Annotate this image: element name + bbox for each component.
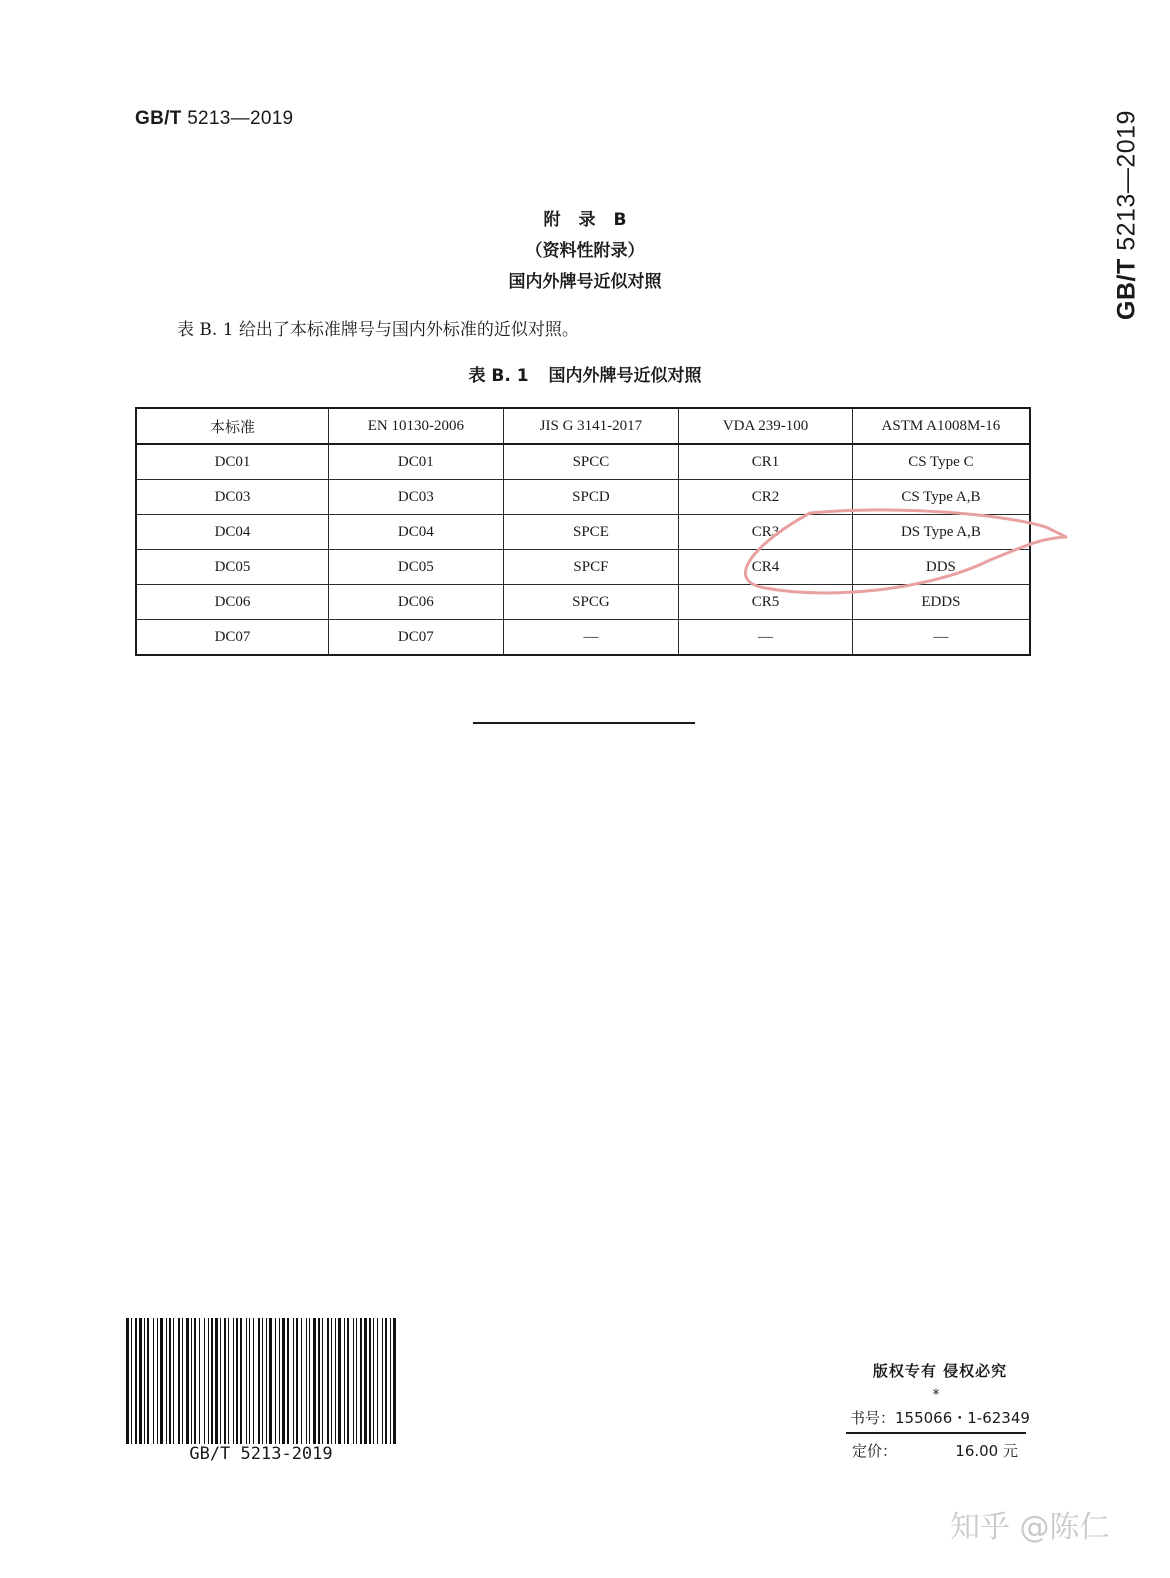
barcode-bar <box>373 1318 374 1444</box>
barcode-bar <box>147 1318 149 1444</box>
barcode-bar <box>208 1318 209 1444</box>
table-cell: CR3 <box>679 515 853 550</box>
grade-comparison-table <box>135 407 1031 656</box>
table-caption-title: 国内外牌号近似对照 <box>548 366 702 386</box>
table-row <box>136 515 1030 550</box>
table-cell: DC06 <box>136 585 329 620</box>
table-cell: SPCD <box>503 480 679 515</box>
table-cell: DC01 <box>329 444 504 480</box>
barcode-icon <box>124 1318 398 1446</box>
barcode-bar <box>360 1318 362 1444</box>
barcode-bar <box>169 1318 171 1444</box>
table-cell: SPCF <box>503 550 679 585</box>
table-cell: DC07 <box>136 620 329 656</box>
barcode-bar <box>191 1318 192 1444</box>
barcode-bar <box>139 1318 142 1444</box>
table-cell: CR2 <box>679 480 853 515</box>
barcode-bar <box>322 1318 323 1444</box>
intro-paragraph: 表 B. 1 给出了本标准牌号与国内外标准的近似对照。 <box>177 320 579 340</box>
barcode-bar <box>228 1318 229 1444</box>
barcode-bar <box>364 1318 367 1444</box>
barcode-bar <box>275 1318 276 1444</box>
barcode-bar <box>131 1318 132 1444</box>
barcode-bar <box>313 1318 316 1444</box>
barcode-bar <box>369 1318 371 1444</box>
table-cell: — <box>679 620 853 656</box>
table-cell: SPCE <box>503 515 679 550</box>
table-cell: — <box>503 620 679 656</box>
barcode-bar <box>215 1318 218 1444</box>
side-code-prefix: GB/T <box>1112 258 1141 320</box>
table-cell: DDS <box>852 550 1030 585</box>
barcode-bar <box>173 1318 174 1444</box>
barcode-bar <box>224 1318 226 1444</box>
table-cell: CR5 <box>679 585 853 620</box>
table-cell: SPCC <box>503 444 679 480</box>
barcode-bar <box>249 1318 250 1444</box>
barcode-bar <box>377 1318 378 1444</box>
barcode-text: GB/T 5213-2019 <box>189 1444 333 1464</box>
annex-heading: 国内外牌号近似对照 <box>508 272 662 292</box>
header-cell: JIS G 3141-2017 <box>503 408 679 444</box>
barcode-bar <box>135 1318 137 1444</box>
table-row <box>136 550 1030 585</box>
barcode-bar <box>220 1318 221 1444</box>
table-cell: DC07 <box>329 620 504 656</box>
barcode-bar <box>153 1318 154 1444</box>
barcode-bar <box>236 1318 238 1444</box>
barcode-bar <box>356 1318 357 1444</box>
barcode-bar <box>269 1318 272 1444</box>
barcode-bar <box>194 1318 196 1444</box>
table-cell: CR4 <box>679 550 853 585</box>
table-caption-label: 表 B. 1 <box>468 366 529 386</box>
price-label: 定价： <box>852 1442 898 1460</box>
standard-code-header <box>135 108 293 130</box>
barcode-bar <box>385 1318 387 1444</box>
barcode-bar <box>353 1318 354 1444</box>
barcode-bar <box>211 1318 213 1444</box>
star-mark: * <box>932 1387 940 1403</box>
barcode-bar <box>144 1318 145 1444</box>
barcode-bar <box>301 1318 302 1444</box>
table-cell: CR1 <box>679 444 853 480</box>
barcode-bar <box>344 1318 345 1444</box>
header-cell: 本标准 <box>136 408 329 444</box>
table-row <box>136 444 1030 480</box>
table-cell: DS Type A,B <box>852 515 1030 550</box>
table-cell: SPCG <box>503 585 679 620</box>
barcode-block <box>124 1318 398 1464</box>
barcode-bar <box>126 1318 129 1444</box>
barcode-bar <box>293 1318 294 1444</box>
barcode-bar <box>160 1318 163 1444</box>
barcode-bar <box>182 1318 183 1444</box>
book-number: 书号：155066・1-62349 <box>846 1407 1026 1434</box>
barcode-bar <box>166 1318 167 1444</box>
watermark-text: 知乎 @陈仁 <box>950 1510 1110 1545</box>
side-code-number: 5213—2019 <box>1112 110 1141 251</box>
header-cell: ASTM A1008M-16 <box>852 408 1030 444</box>
barcode-bar <box>309 1318 310 1444</box>
barcode-bar <box>262 1318 263 1444</box>
barcode-bar <box>282 1318 285 1444</box>
barcode-bar <box>296 1318 298 1444</box>
annex-title-block <box>0 205 1170 298</box>
table-cell: DC03 <box>136 480 329 515</box>
header-cell: VDA 239-100 <box>679 408 853 444</box>
table-cell: DC05 <box>136 550 329 585</box>
standard-code-number: 5213—2019 <box>187 108 294 129</box>
end-rule <box>473 722 695 724</box>
barcode-bar <box>347 1318 349 1444</box>
barcode-bar <box>338 1318 341 1444</box>
barcode-bar <box>266 1318 267 1444</box>
barcode-bar <box>393 1318 396 1444</box>
table-caption <box>0 361 1170 386</box>
table-header-row <box>136 408 1030 444</box>
barcode-bar <box>240 1318 242 1444</box>
copyright-notice: 版权专有 侵权必究 <box>872 1362 1008 1380</box>
barcode-bar <box>318 1318 320 1444</box>
table-cell: CS Type C <box>852 444 1030 480</box>
table-cell: EDDS <box>852 585 1030 620</box>
table-cell: — <box>852 620 1030 656</box>
barcode-bar <box>279 1318 280 1444</box>
barcode-bar <box>382 1318 383 1444</box>
barcode-bar <box>258 1318 260 1444</box>
table-cell: DC06 <box>329 585 504 620</box>
barcode-bar <box>233 1318 234 1444</box>
table-cell: DC05 <box>329 550 504 585</box>
table-row <box>136 585 1030 620</box>
barcode-bar <box>204 1318 205 1444</box>
table-cell: DC04 <box>136 515 329 550</box>
barcode-bar <box>287 1318 289 1444</box>
table-row <box>136 620 1030 656</box>
standard-code-prefix: GB/T <box>135 108 182 129</box>
barcode-bar <box>178 1318 180 1444</box>
barcode-bar <box>335 1318 336 1444</box>
annex-title: 附录B <box>543 210 645 230</box>
table-cell: DC01 <box>136 444 329 480</box>
table-cell: DC03 <box>329 480 504 515</box>
barcode-bar <box>331 1318 332 1444</box>
annex-subtitle: （资料性附录） <box>525 241 645 261</box>
barcode-bar <box>390 1318 391 1444</box>
table-cell: CS Type A,B <box>852 480 1030 515</box>
barcode-bar <box>253 1318 254 1444</box>
table-cell: DC04 <box>329 515 504 550</box>
price-line <box>846 1440 1026 1461</box>
barcode-bar <box>246 1318 247 1444</box>
barcode-bar <box>157 1318 158 1444</box>
barcode-bar <box>199 1318 200 1444</box>
table-row <box>136 480 1030 515</box>
price-value: 16.00 元 <box>955 1442 1018 1460</box>
colophon <box>846 1360 1030 1461</box>
barcode-bar <box>327 1318 329 1444</box>
barcode-bar <box>306 1318 307 1444</box>
header-cell: EN 10130-2006 <box>329 408 504 444</box>
barcode-bar <box>186 1318 189 1444</box>
